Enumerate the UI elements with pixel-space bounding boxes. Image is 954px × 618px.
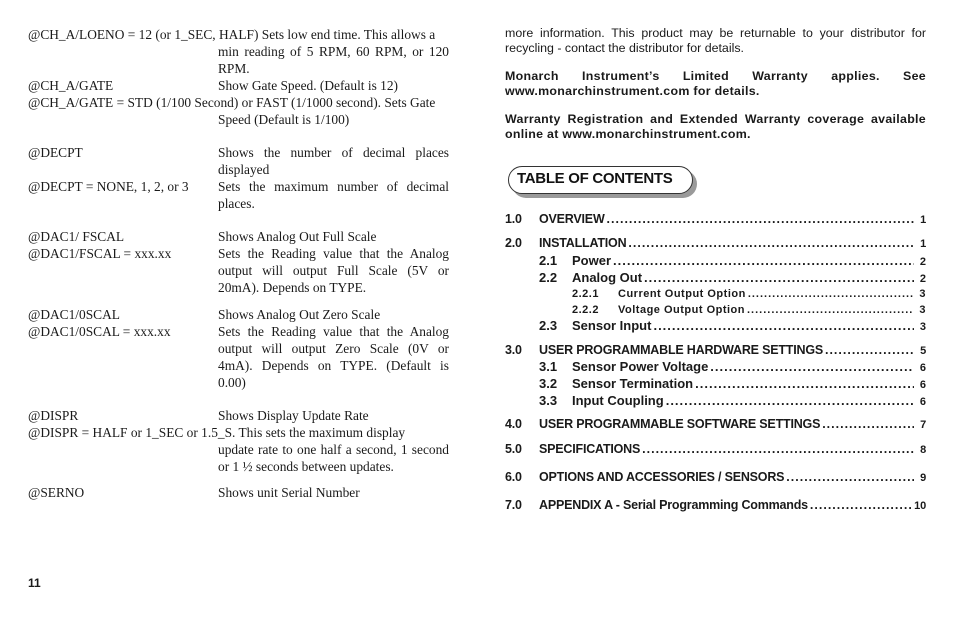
- toc-leader-dots: [747, 304, 914, 316]
- toc-number: 4.0: [505, 417, 522, 431]
- toc-page: 6: [919, 396, 926, 408]
- toc-title: Sensor Termination: [572, 376, 694, 391]
- toc-page: 10: [914, 500, 926, 512]
- toc-entry[interactable]: [505, 212, 926, 226]
- toc-page: 1: [920, 214, 926, 226]
- toc-page: 5: [920, 345, 926, 357]
- toc-heading-banner: [508, 166, 693, 194]
- toc-leader-dots: [810, 498, 912, 512]
- command-entry-serno: [28, 484, 449, 501]
- command-description: Sets the Reading value that the Analog output will output Full Scale (5V or 20mA). Depends on TYPE.: [218, 246, 449, 295]
- command-full-line: @CH_A/LOENO = 12 (or 1_SEC, HALF) Sets low end time. This allows a: [28, 27, 436, 42]
- command-entry-loend: [28, 26, 449, 77]
- toc-title: APPENDIX A - Serial Programming Commands: [539, 498, 808, 512]
- toc-title: Input Coupling: [572, 393, 664, 408]
- toc-leader-dots: [642, 442, 914, 456]
- toc-page: 7: [920, 419, 926, 431]
- toc-number: 3.2: [539, 376, 558, 391]
- toc-page: 3: [919, 288, 926, 300]
- toc-number: 2.3: [539, 318, 558, 333]
- command-entry-gate-set: [28, 94, 449, 128]
- toc-entry[interactable]: [505, 343, 926, 357]
- toc-leader-dots: [628, 236, 914, 250]
- toc-leader-dots: [748, 288, 914, 300]
- toc-title: OPTIONS AND ACCESSORIES / SENSORS: [539, 470, 785, 484]
- toc-number: 2.2: [539, 270, 558, 285]
- command-list: [28, 26, 449, 501]
- command-continuation: update rate to one half a second, 1 second or 1 ½ seconds between updates.: [218, 442, 449, 474]
- toc-title: Sensor Power Voltage: [572, 359, 709, 374]
- warranty-paragraph: Monarch Instrument’s Limited Warranty applies. See www.monarchinstrument.com for details.: [505, 69, 926, 98]
- toc-page: 1: [920, 238, 926, 250]
- command-name: @DECPT: [28, 145, 83, 160]
- command-description: Shows Display Update Rate: [218, 408, 369, 423]
- command-entry-dac1-fscal-set: [28, 245, 449, 296]
- command-entry-dispr: [28, 407, 449, 424]
- toc-page: 6: [919, 362, 926, 374]
- toc-number: 3.0: [505, 343, 522, 357]
- toc-title: Voltage Output Option: [618, 304, 745, 316]
- toc-number: 3.3: [539, 393, 558, 408]
- toc-number: 2.0: [505, 236, 522, 250]
- toc-leader-dots: [822, 417, 914, 431]
- registration-paragraph: Warranty Registration and Extended Warranty coverage available online at www.monarchinstrument.com.: [505, 112, 926, 141]
- command-continuation: min reading of 5 RPM, 60 RPM, or 120 RPM.: [218, 44, 449, 76]
- toc-number: 2.2.1: [572, 288, 599, 300]
- command-description: Shows the number of decimal places displayed: [218, 145, 449, 177]
- command-description: Shows Analog Out Full Scale: [218, 229, 377, 244]
- toc-number: 3.1: [539, 359, 558, 374]
- toc-entry[interactable]: [505, 236, 926, 250]
- toc-number: 1.0: [505, 212, 522, 226]
- command-entry-dac1-fscal: [28, 228, 449, 245]
- toc-number: 5.0: [505, 442, 522, 456]
- toc-leader-dots: [613, 253, 914, 268]
- command-description: Shows unit Serial Number: [218, 485, 360, 500]
- toc-entry[interactable]: [505, 470, 926, 484]
- toc-title: SPECIFICATIONS: [539, 442, 641, 456]
- toc-entry[interactable]: [505, 498, 926, 512]
- command-name: @DISPR: [28, 408, 79, 423]
- toc-number: 6.0: [505, 470, 522, 484]
- command-full-line: @CH_A/GATE = STD (1/100 Second) or FAST (1/1000 second). Sets Gate: [28, 95, 436, 110]
- page-number: 11: [28, 576, 41, 590]
- toc-number: 2.2.2: [572, 304, 599, 316]
- toc-entry[interactable]: [505, 417, 926, 431]
- toc-title: INSTALLATION: [539, 236, 627, 250]
- toc-entry[interactable]: [505, 304, 926, 316]
- command-name: @DAC1/0SCAL = xxx.xx: [28, 324, 171, 339]
- toc-title: Analog Out: [572, 270, 643, 285]
- toc-page: 8: [920, 444, 926, 456]
- toc-entry[interactable]: [505, 288, 926, 300]
- command-entry-dac1-0scal-set: [28, 323, 449, 391]
- toc-title: Power: [572, 253, 612, 268]
- toc-leader-dots: [786, 470, 914, 484]
- command-entry-gate: [28, 77, 449, 94]
- toc-entry[interactable]: [505, 318, 926, 333]
- command-description: Shows Analog Out Zero Scale: [218, 307, 381, 322]
- toc-entry[interactable]: [505, 253, 926, 268]
- command-entry-decpt-set: [28, 178, 449, 212]
- toc-leader-dots: [607, 212, 914, 226]
- toc-leader-dots: [825, 343, 914, 357]
- toc-heading: TABLE OF CONTENTS: [517, 170, 673, 187]
- toc-entry[interactable]: [505, 393, 926, 408]
- toc-leader-dots: [695, 376, 914, 391]
- command-entry-decpt: [28, 144, 449, 178]
- command-name: @DAC1/0SCAL: [28, 307, 120, 322]
- command-name: @CH_A/GATE: [28, 78, 114, 93]
- right-page-text: [505, 26, 926, 142]
- command-name: @DAC1/FSCAL = xxx.xx: [28, 246, 172, 261]
- toc-leader-dots: [710, 359, 914, 374]
- toc-page: 3: [919, 304, 926, 316]
- toc-entry[interactable]: [505, 359, 926, 374]
- toc-entry[interactable]: [505, 270, 926, 285]
- toc-page: 2: [919, 273, 926, 285]
- command-name: @DAC1/ FSCAL: [28, 229, 125, 244]
- command-name: @SERNO: [28, 485, 85, 500]
- command-name: @DECPT = NONE, 1, 2, or 3: [28, 179, 189, 194]
- toc-title: Sensor Input: [572, 318, 652, 333]
- toc-leader-dots: [666, 393, 914, 408]
- toc-title: USER PROGRAMMABLE SOFTWARE SETTINGS: [539, 417, 821, 431]
- command-description: Sets the Reading value that the Analog output will output Zero Scale (0V or 4mA). Depends on TYPE. (Default is 0.00): [218, 324, 449, 390]
- toc-title: OVERVIEW: [539, 212, 605, 226]
- toc-number: 2.1: [539, 253, 558, 268]
- command-description: Sets the maximum number of decimal places.: [218, 179, 449, 211]
- toc-title: Current Output Option: [618, 288, 746, 300]
- recycling-paragraph: more information. This product may be returnable to your distributor for recycling - contact the distributor for details.: [505, 26, 926, 55]
- command-continuation: Speed (Default is 1/100): [218, 112, 350, 127]
- toc-title: USER PROGRAMMABLE HARDWARE SETTINGS: [539, 343, 823, 357]
- toc-number: 7.0: [505, 498, 522, 512]
- toc-leader-dots: [644, 270, 914, 285]
- toc-page: 6: [919, 379, 926, 391]
- command-entry-dac1-0scal: [28, 306, 449, 323]
- toc-entry[interactable]: [505, 442, 926, 456]
- toc-leader-dots: [653, 318, 914, 333]
- command-description: Show Gate Speed. (Default is 12): [218, 78, 398, 93]
- toc-entry[interactable]: [505, 376, 926, 391]
- toc-page: 2: [919, 256, 926, 268]
- toc-page: 3: [919, 321, 926, 333]
- toc-page: 9: [920, 472, 926, 484]
- command-full-line: @DISPR = HALF or 1_SEC or 1.5_S. This sets the maximum display: [28, 425, 406, 440]
- command-entry-dispr-set: [28, 424, 449, 475]
